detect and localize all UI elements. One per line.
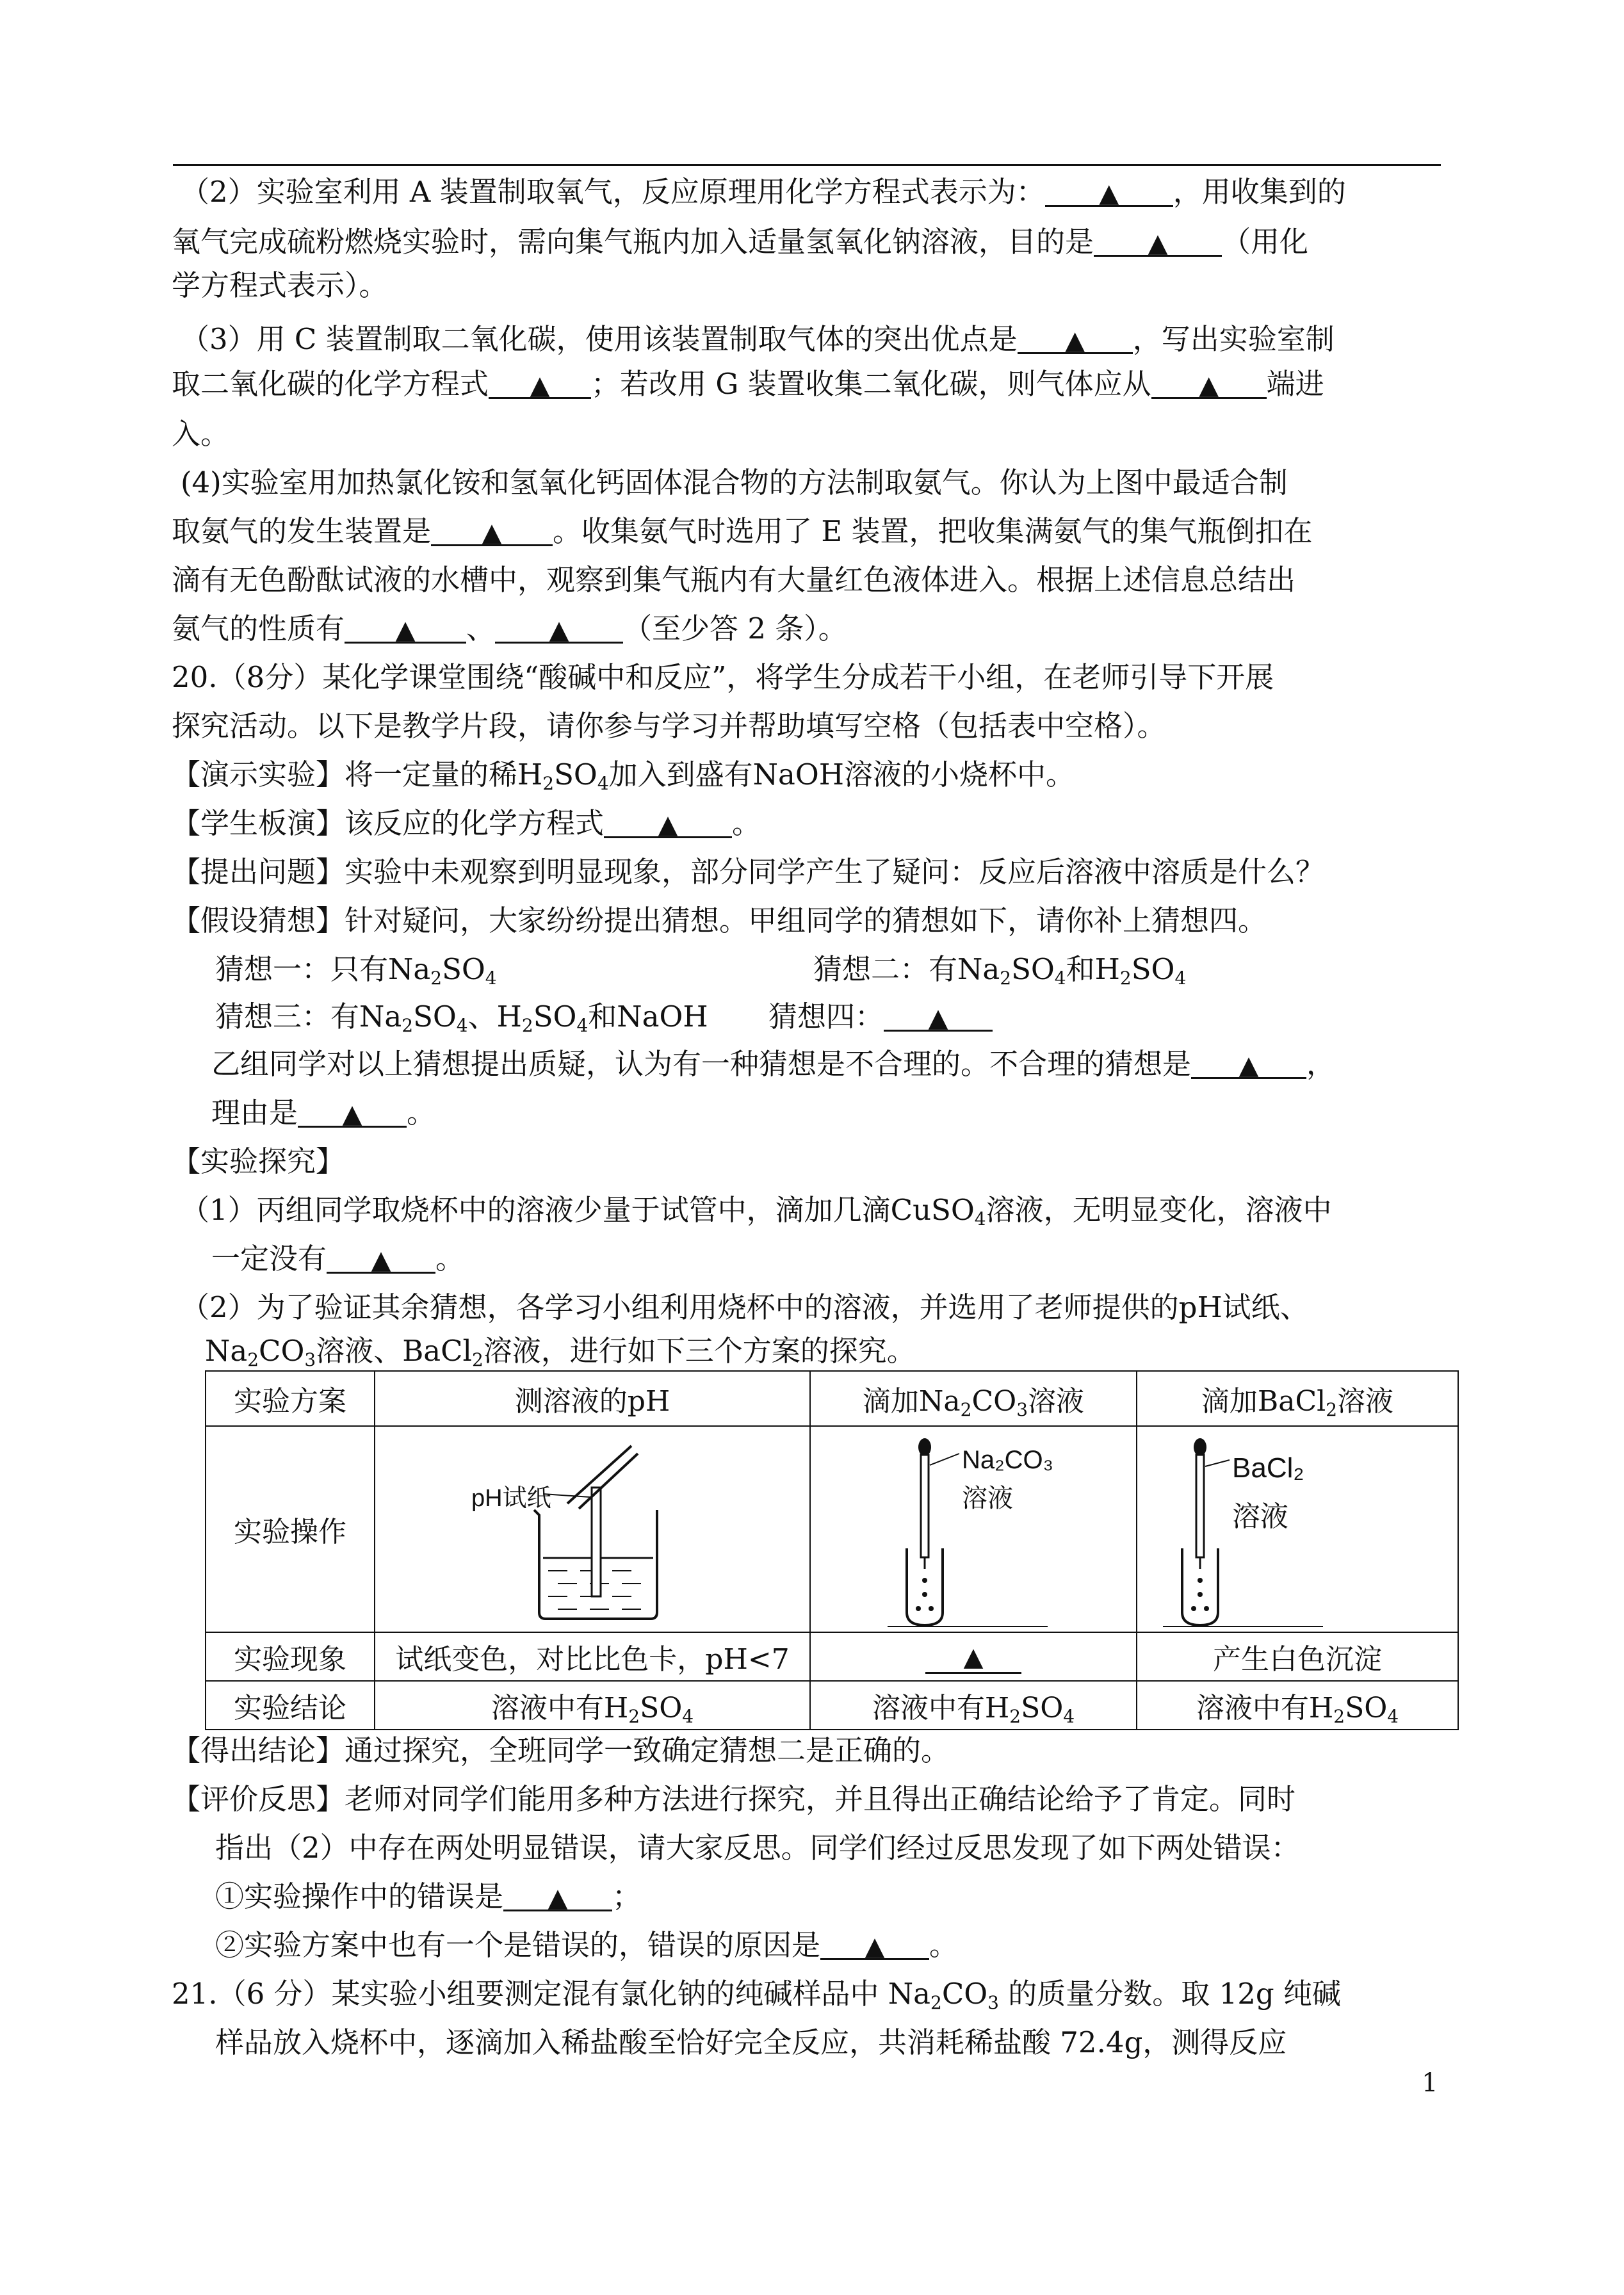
q20-demo: 【演示实验】将一定量的稀$H_2SO_4$加入到盛有NaOH溶液的小烧杯中。	[172, 758, 1075, 794]
table-cell	[810, 1632, 1137, 1681]
answer-blank[interactable]: ▲	[431, 512, 553, 546]
q19-part3-line2: 取二氧化碳的化学方程式 ▲ ；若改用 G 装置收集二氧化碳，则气体应从 ▲ 端进	[172, 365, 1324, 403]
answer-blank[interactable]: ▲	[495, 610, 623, 644]
explore-1-line1: （1）丙组同学取烧杯中的溶液少量于试管中，滴加几滴CuSO$_4$溶液，无明显变化，溶液中	[181, 1193, 1332, 1229]
ph-paper-label: pH试纸	[471, 1485, 551, 1512]
q19-part2-line1: （2）实验室利用 A 装置制取氧气，反应原理用化学方程式表示为： ▲ ，用收集到的	[181, 173, 1346, 211]
error-one: ①实验操作中的错误是 ▲ ；	[215, 1877, 641, 1916]
explore-2-line2: $Na_2CO_3$溶液、BaCl$_2$溶液，进行如下三个方案的探究。	[205, 1334, 916, 1370]
answer-blank[interactable]: ▲	[298, 1094, 407, 1128]
ph-test-figure	[375, 1427, 809, 1632]
q19-part4-line2: 取氨气的发生装置是 ▲ 。收集氨气时选用了 E 装置，把收集满氨气的集气瓶倒扣在	[172, 512, 1312, 551]
q19-part3-line3: 入。	[172, 417, 230, 451]
guess-three: 猜想三：有$Na_2SO_4$、$H_2SO_4$和NaOH	[215, 1000, 708, 1036]
table-row	[206, 1371, 1458, 1426]
q21-line1: 21.（6 分）某实验小组要测定混有氯化钠的纯碱样品中 $Na_2CO_3$ 的质量分数。取 12g 纯碱	[172, 1977, 1341, 2013]
answer-blank[interactable]: ▲	[884, 998, 993, 1032]
q19-part4-line1: (4)实验室用加热氯化铵和氢氧化钙固体混合物的方法制取氨气。你认为上图中最适合制	[181, 466, 1288, 499]
answer-blank[interactable]: ▲	[327, 1240, 435, 1274]
table-cell: 试纸变色，对比比色卡，pH<7	[375, 1632, 810, 1681]
group-yi-line2: 理由是 ▲ 。	[211, 1094, 435, 1132]
guess-one: 猜想一：只有$Na_2SO_4$	[215, 952, 497, 989]
q20-question: 【提出问题】实验中未观察到明显现象，部分同学产生了疑问：反应后溶液中溶质是什么？	[172, 855, 1325, 889]
experiment-table	[205, 1370, 1459, 1730]
table-cell: 溶液中有$H_2SO_4$	[1137, 1681, 1458, 1730]
q20-intro-line1: 20.（8分）某化学课堂围绕“酸碱中和反应”，将学生分成若干小组，在老师引导下开展	[172, 660, 1274, 694]
solution-label: 溶液	[1232, 1501, 1288, 1532]
table-row	[206, 1426, 1458, 1632]
page-number: 1	[1422, 2068, 1438, 2098]
answer-blank[interactable]: ▲	[345, 610, 466, 644]
evaluation-line1: 【评价反思】老师对同学们能用多种方法进行探究，并且得出正确结论给予了肯定。同时	[172, 1782, 1296, 1816]
q20-board: 【学生板演】该反应的化学方程式 ▲ 。	[172, 804, 761, 843]
explore-heading: 【实验探究】	[172, 1144, 345, 1178]
table-row	[206, 1632, 1458, 1681]
q19-part3-line1: （3）用 C 装置制取二氧化碳，使用该装置制取气体的突出优点是 ▲ ，写出实验室制	[181, 320, 1335, 359]
dropper-icon	[1137, 1427, 1458, 1632]
row-head: 实验结论	[206, 1681, 375, 1730]
evaluation-line2: 指出（2）中存在两处明显错误，请大家反思。同学们经过反思发现了如下两处错误：	[215, 1831, 1300, 1865]
table-cell: 滴加$Na_2CO_3$溶液	[810, 1371, 1137, 1426]
q20-hypothesis: 【假设猜想】针对疑问，大家纷纷提出猜想。甲组同学的猜想如下，请你补上猜想四。	[172, 904, 1267, 937]
header-rule	[173, 164, 1441, 166]
answer-blank[interactable]: ▲	[503, 1877, 612, 1911]
answer-blank[interactable]: ▲	[1018, 320, 1133, 354]
table-cell	[810, 1426, 1137, 1632]
answer-blank[interactable]: ▲	[1094, 223, 1222, 257]
explore-1-line2: 一定没有 ▲ 。	[211, 1240, 464, 1278]
q19-part4-line3: 滴有无色酚酞试液的水槽中，观察到集气瓶内有大量红色液体进入。根据上述信息总结出	[172, 563, 1296, 597]
conclusion: 【得出结论】通过探究，全班同学一致确定猜想二是正确的。	[172, 1733, 950, 1767]
answer-blank[interactable]: ▲	[925, 1640, 1021, 1674]
na2co3-label: Na₂CO₃	[962, 1446, 1053, 1474]
q19-part2-line3: 学方程式表示）。	[172, 268, 388, 302]
group-yi-line1: 乙组同学对以上猜想提出质疑，认为有一种猜想是不合理的。不合理的猜想是 ▲ ，	[211, 1045, 1335, 1083]
bacl2-label: BaCl₂	[1232, 1452, 1304, 1484]
explore-2-line1: （2）为了验证其余猜想，各学习小组利用烧杯中的溶液，并选用了老师提供的pH试纸、	[181, 1290, 1309, 1324]
solution-label: 溶液	[962, 1484, 1013, 1512]
table-cell: 产生白色沉淀	[1137, 1632, 1458, 1681]
bacl2-dropper-figure	[1137, 1427, 1458, 1632]
q19-part2-line2: 氧气完成硫粉燃烧实验时，需向集气瓶内加入适量氢氧化钠溶液，目的是 ▲ （用化	[172, 223, 1308, 261]
table-cell: 测溶液的pH	[375, 1371, 810, 1426]
answer-blank[interactable]: ▲	[604, 804, 732, 838]
row-head: 实验现象	[206, 1632, 375, 1681]
table-cell	[375, 1426, 810, 1632]
answer-blank[interactable]: ▲	[1191, 1045, 1306, 1079]
table-cell	[1137, 1426, 1458, 1632]
q19-part4-line4: 氨气的性质有 ▲ 、 ▲ （至少答 2 条）。	[172, 610, 847, 648]
row-head: 实验方案	[206, 1371, 375, 1426]
na2co3-dropper-figure	[811, 1427, 1136, 1632]
answer-blank[interactable]: ▲	[820, 1926, 929, 1960]
table-cell: 溶液中有$H_2SO_4$	[810, 1681, 1137, 1730]
row-head: 实验操作	[206, 1426, 375, 1632]
answer-blank[interactable]: ▲	[489, 365, 591, 399]
dropper-icon	[811, 1427, 1136, 1632]
q20-intro-line2: 探究活动。以下是教学片段，请你参与学习并帮助填写空格（包括表中空格）。	[172, 709, 1166, 743]
answer-blank[interactable]: ▲	[1045, 173, 1173, 207]
table-row	[206, 1681, 1458, 1730]
table-cell: 滴加BaCl$_2$溶液	[1137, 1371, 1458, 1426]
table-cell: 溶液中有$H_2SO_4$	[375, 1681, 810, 1730]
error-two: ②实验方案中也有一个是错误的，错误的原因是 ▲ 。	[215, 1926, 958, 1965]
q21-line2: 样品放入烧杯中，逐滴加入稀盐酸至恰好完全反应，共消耗稀盐酸 72.4g，测得反应	[215, 2025, 1287, 2059]
beaker-icon	[375, 1427, 809, 1632]
guess-four: 猜想四： ▲	[768, 998, 993, 1036]
answer-blank[interactable]: ▲	[1151, 365, 1267, 399]
guess-two: 猜想二：有$Na_2SO_4$和$H_2SO_4$	[813, 952, 1187, 989]
